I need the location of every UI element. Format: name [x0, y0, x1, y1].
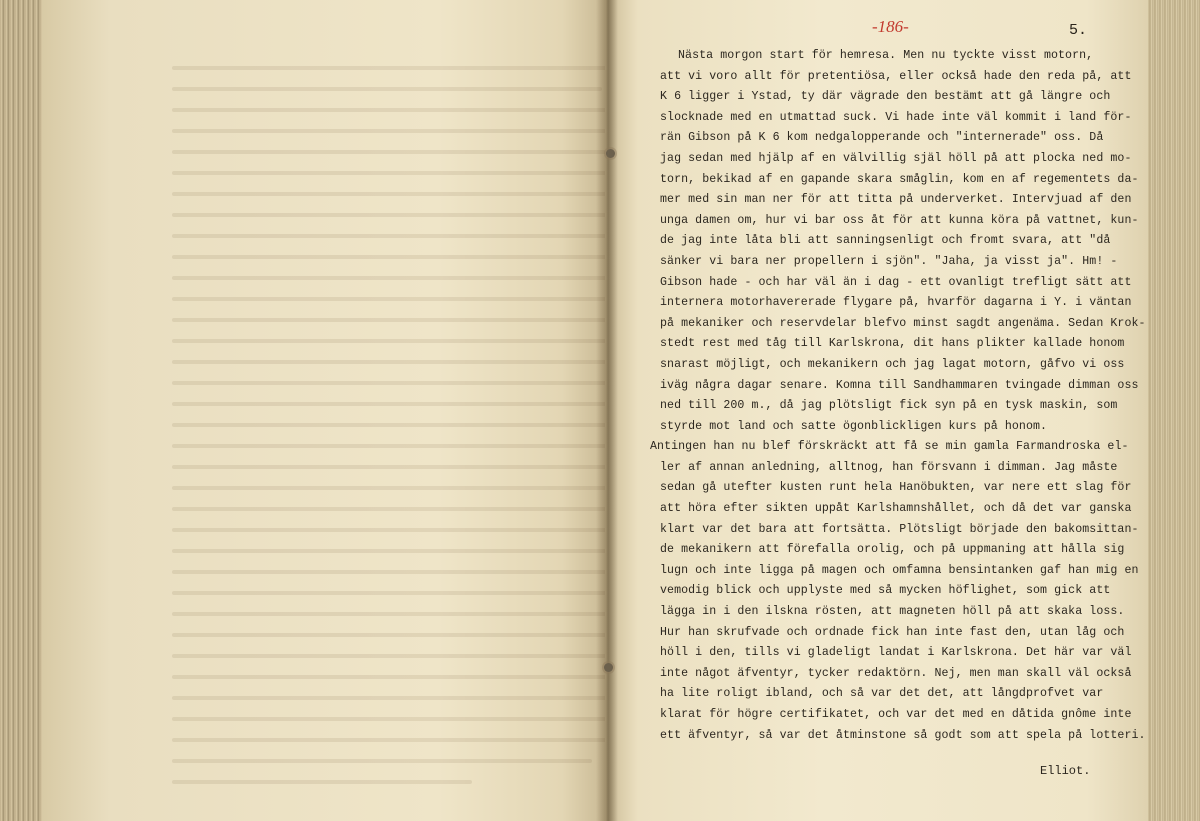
text-line: lägga in i den ilskna rösten, att magneten höll på att skaka loss.	[660, 605, 1125, 619]
typed-sheet-number: 5.	[1069, 22, 1088, 39]
signature: Elliot.	[1040, 764, 1091, 778]
text-line: rän Gibson på K 6 kom nedgalopperande och "internerade" oss. Då	[660, 131, 1104, 145]
text-line: sänker vi bara ner propellern i sjön". "Jaha, ja visst ja". Hm! -	[660, 254, 1118, 268]
text-line: ler af annan anledning, alltnog, han försvann i dimman. Jag måste	[660, 460, 1118, 474]
text-line: internera motorhavererade flygare på, hvarför dagarna i Y. i väntan	[660, 296, 1132, 310]
text-line: sedan gå utefter kusten runt hela Hanöbukten, var nere ett slag för	[660, 481, 1132, 495]
text-line: mer med sin man ner för att titta på underverket. Intervjuad af den	[660, 193, 1132, 207]
binding-hole-top	[606, 149, 615, 158]
right-page-edges	[1148, 0, 1200, 821]
text-line: att vi voro allt för pretentiösa, eller också hade den reda på, att	[660, 69, 1132, 83]
text-line: unga damen om, hur vi bar oss åt för att kunna köra på vattnet, kun-	[660, 213, 1139, 227]
typewritten-body	[650, 46, 1146, 746]
left-page-edges	[0, 0, 48, 821]
text-line: Nästa morgon start för hemresa. Men nu tyckte visst motorn,	[678, 49, 1094, 62]
text-line: slocknade med en utmattad suck. Vi hade inte väl kommit i land för-	[660, 110, 1132, 124]
text-line: klarat för högre certifikatet, och var det med en dåtida gnôme inte	[660, 708, 1132, 721]
text-line: K 6 ligger i Ystad, ty där vägrade den bestämt att gå längre och	[660, 90, 1111, 104]
text-line: stedt rest med tåg till Karlskrona, dit hans plikter kallade honom	[660, 337, 1125, 351]
text-line: vemodig blick och upplyste med så mycken höflighet, som gick att	[660, 584, 1111, 598]
book-gutter	[596, 0, 618, 821]
text-line: Antingen han nu blef förskräckt att få se min gamla Farmandroska el-	[650, 440, 1129, 454]
text-line: höll i den, tills vi gladeligt landat i Karlskrona. Det här var väl	[660, 646, 1132, 660]
text-line: ned till 200 m., då jag plötsligt fick syn på en tysk maskin, som	[660, 399, 1118, 413]
text-line: torn, bekikad af en gapande skara småglin, kom en af regementets da-	[660, 172, 1139, 186]
text-line: ett äfventyr, så var det åtminstone så godt som att spela på lotteri.	[660, 728, 1146, 742]
left-page	[42, 0, 607, 821]
text-line: att höra efter sikten uppåt Karlshamnshållet, och då det var ganska	[660, 502, 1132, 516]
text-line: lugn och inte ligga på magen och omfamna bensintanken gaf han mig en	[660, 563, 1139, 577]
handwritten-page-number: -186-	[872, 17, 909, 36]
text-line: ha lite roligt ibland, och så var det det, att långdprofvet var	[660, 687, 1104, 701]
text-line: jag sedan med hjälp af en välvillig själ höll på att plocka ned mo-	[660, 151, 1132, 165]
text-line: iväg några dagar senare. Komna till Sandhammaren tvingade dimman oss	[660, 378, 1139, 392]
text-line: styrde mot land och satte ögonblickligen kurs på honom.	[660, 419, 1048, 433]
text-line: inte något äfventyr, tycker redaktörn. Nej, men man skall väl också	[660, 666, 1132, 680]
text-line: Hur han skrufvade och ordnade fick han inte fast den, utan låg och	[660, 625, 1125, 639]
text-line: de jag inte låta bli att sanningsenligt och fromt svara, att "då	[660, 234, 1111, 248]
text-line: klart var det bara att fortsätta. Plötsligt började den bakomsittan-	[660, 522, 1139, 536]
text-line: på mekaniker och reservdelar blefvo minst sagdt angenäma. Sedan Krok-	[660, 316, 1146, 330]
binding-hole-bottom	[604, 663, 613, 672]
left-page-bleed-through	[102, 0, 622, 821]
text-line: Gibson hade - och har väl än i dag - ett ovanligt trefligt sätt att	[660, 275, 1132, 289]
text-line: de mekanikern att förefalla orolig, och på uppmaning att hålla sig	[660, 543, 1125, 557]
text-line: snarast möjligt, och mekanikern och jag lagat motorn, gåfvo vi oss	[660, 357, 1125, 371]
